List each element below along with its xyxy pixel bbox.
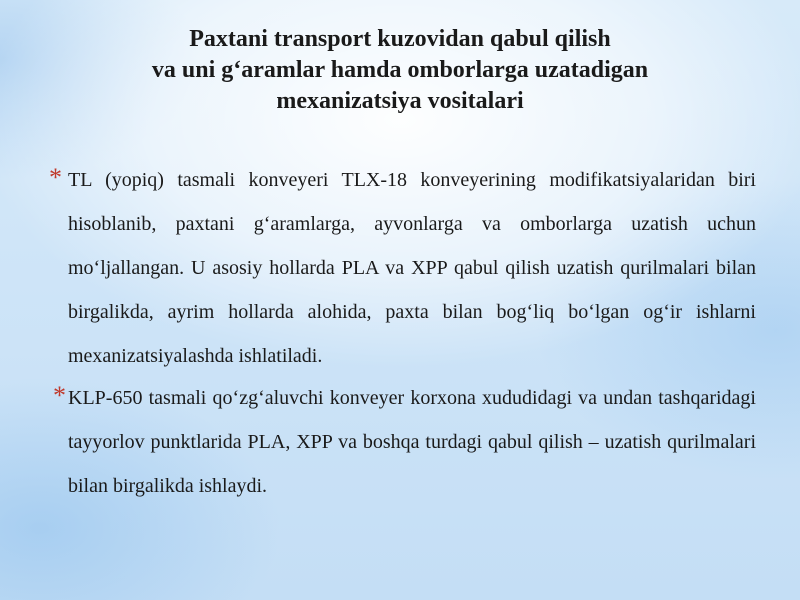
bullet-text: KLP-650 tasmali qo‘zg‘aluvchi konveyer korxona xududidagi va undan tashqaridagi tayyorlov punktlarida PLA, XPP va boshqa turdagi qabul qilish – uzatish qurilmalari bilan birgalikda ishlaydi.	[68, 387, 756, 497]
bullet-item	[53, 376, 756, 508]
asterisk-bullet-icon: *	[49, 163, 62, 192]
title-line-3: mexanizatsiya vositalari	[276, 88, 524, 114]
bullet-list	[49, 158, 756, 506]
title-line-2: va uni g‘aramlar hamda omborlarga uzatadigan	[151, 57, 649, 83]
title-line-1: Paxtani transport kuzovidan qabul qilish	[189, 26, 611, 52]
slide-title	[60, 24, 740, 117]
asterisk-bullet-icon: *	[53, 381, 66, 410]
bullet-item	[49, 158, 756, 378]
bullet-text: TL (yopiq) tasmali konveyeri TLX-18 konveyerining modifikatsiyalaridan biri hisoblanib, paxtani g‘aramlarga, ayvonlarga va omborlarga uzatish uchun mo‘ljallangan. U asosiy hollarda PLA va XPP qabul qilish uzatish qurilmalari bilan birgalikda, ayrim hollarda alohida, paxta bilan bog‘liq bo‘lgan og‘ir ishlarni mexanizatsiyalashda ishlatiladi.	[68, 169, 756, 367]
